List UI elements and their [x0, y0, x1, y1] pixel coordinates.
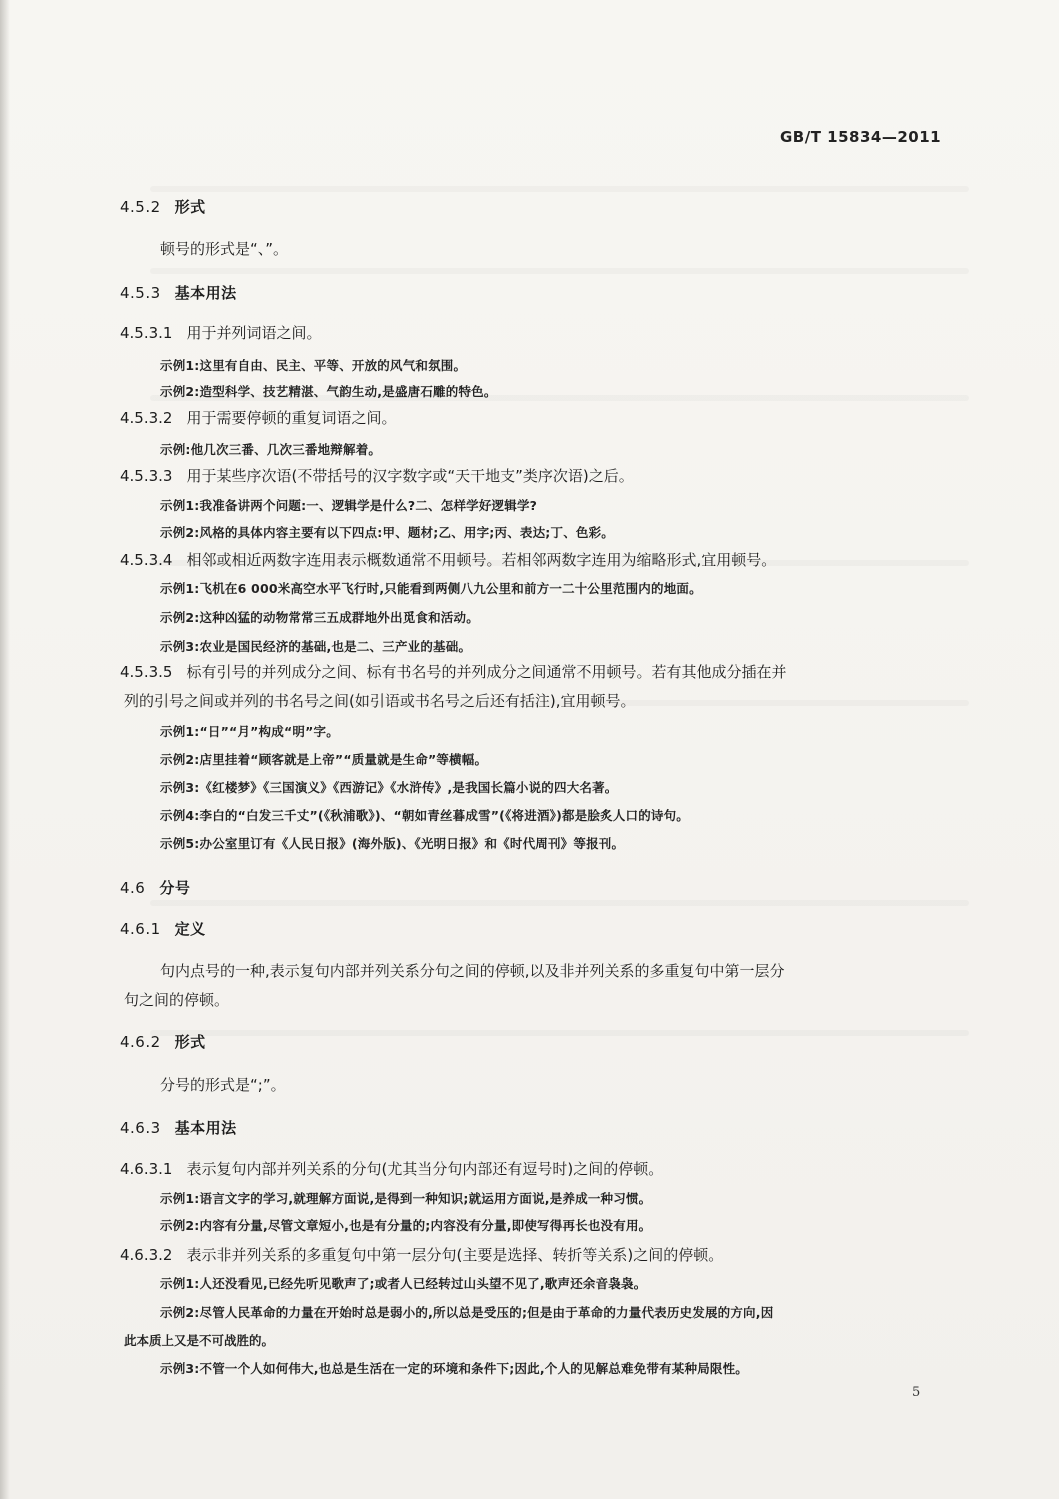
example: 示例5:办公室里订有《人民日报》(海外版)、《光明日报》和《时代周刊》等报刊。	[160, 836, 625, 851]
example-continuation: 此本质上又是不可战胜的。	[124, 1333, 275, 1348]
clause-number: 4.5.3.4	[120, 551, 173, 569]
clause-text: 相邻或相近两数字连用表示概数通常不用顿号。若相邻两数字连用为缩略形式,宜用顿号。	[186, 551, 777, 569]
example: 示例2:造型科学、技艺精湛、气韵生动,是盛唐石雕的特色。	[160, 384, 497, 399]
example: 示例1:语言文字的学习,就理解方面说,是得到一种知识;就运用方面说,是养成一种习惯。	[160, 1191, 652, 1206]
page-edge-shadow	[0, 0, 10, 1499]
clause-text: 标有引号的并列成分之间、标有书名号的并列成分之间通常不用顿号。若有其他成分插在并	[186, 663, 787, 681]
bleed-through	[150, 268, 969, 274]
section-number: 4.6	[120, 879, 146, 897]
clause-number: 4.6.3.1	[120, 1160, 173, 1178]
example: 示例2:风格的具体内容主要有以下四点:甲、题材;乙、用字;丙、表达;丁、色彩。	[160, 525, 614, 540]
example: 示例3:农业是国民经济的基础,也是二、三产业的基础。	[160, 639, 472, 654]
section-4-6-2	[120, 1031, 206, 1052]
example: 示例4:李白的“白发三千丈”(《秋浦歌》)、“朝如青丝暮成雪”(《将进酒》)都是脍炙人口的诗句。	[160, 808, 690, 823]
clause-4-5-3-2	[120, 407, 397, 428]
clause-text: 用于某些序次语(不带括号的汉字数字或“天干地支”类序次语)之后。	[186, 467, 634, 485]
clause-text: 用于需要停顿的重复词语之间。	[186, 409, 397, 427]
clause-number: 4.5.3.2	[120, 409, 173, 427]
clause-text: 用于并列词语之间。	[186, 324, 322, 342]
clause-text: 表示复句内部并列关系的分句(尤其当分句内部还有逗号时)之间的停顿。	[186, 1160, 664, 1178]
section-4-5-2	[120, 196, 206, 217]
section-title: 定义	[174, 920, 206, 938]
section-title: 形式	[174, 1033, 206, 1051]
body-text: 顿号的形式是“、”。	[160, 240, 289, 258]
example: 示例:他几次三番、几次三番地辩解着。	[160, 442, 382, 457]
clause-4-5-3-5	[120, 661, 787, 682]
clause-4-6-3-2	[120, 1244, 723, 1265]
clause-number: 4.5.3.5	[120, 663, 173, 681]
example: 示例2:店里挂着“顾客就是上帝”“质量就是生命”等横幅。	[160, 752, 488, 767]
section-title: 分号	[159, 879, 191, 897]
clause-number: 4.5.3.3	[120, 467, 173, 485]
clause-text: 表示非并列关系的多重复句中第一层分句(主要是选择、转折等关系)之间的停顿。	[186, 1246, 724, 1264]
clause-4-6-3-1	[120, 1158, 663, 1179]
example: 示例3:《红楼梦》《三国演义》《西游记》《水浒传》,是我国长篇小说的四大名著。	[160, 780, 618, 795]
section-title: 基本用法	[174, 1119, 237, 1137]
clause-number: 4.5.3.1	[120, 324, 173, 342]
section-number: 4.6.1	[120, 920, 161, 938]
section-4-6-1	[120, 918, 206, 939]
body-text-continuation: 句之间的停顿。	[124, 991, 230, 1009]
section-4-6-3	[120, 1117, 237, 1138]
example: 示例1:人还没看见,已经先听见歌声了;或者人已经转过山头望不见了,歌声还余音袅袅。	[160, 1276, 647, 1291]
bleed-through	[150, 186, 969, 192]
example: 示例3:不管一个人如何伟大,也总是生活在一定的环境和条件下;因此,个人的见解总难免带有某种局限性。	[160, 1361, 748, 1376]
section-number: 4.5.2	[120, 198, 161, 216]
clause-continuation: 列的引号之间或并列的书名号之间(如引语或书名号之后还有括注),宜用顿号。	[124, 692, 636, 710]
bleed-through	[150, 900, 969, 906]
example: 示例1:飞机在6 000米高空水平飞行时,只能看到两侧八九公里和前方一二十公里范围内的地面。	[160, 581, 702, 596]
body-text: 分号的形式是“;”。	[160, 1076, 286, 1094]
section-number: 4.6.2	[120, 1033, 161, 1051]
bleed-through	[150, 1030, 969, 1036]
clause-4-5-3-3	[120, 465, 634, 486]
section-4-6	[120, 877, 190, 898]
section-number: 4.5.3	[120, 284, 161, 302]
section-title: 基本用法	[174, 284, 237, 302]
example: 示例2:内容有分量,尽管文章短小,也是有分量的;内容没有分量,即使写得再长也没有用。	[160, 1218, 652, 1233]
section-4-5-3	[120, 282, 237, 303]
section-title: 形式	[174, 198, 206, 216]
standard-number: GB/T 15834—2011	[780, 128, 942, 146]
clause-4-5-3-4	[120, 549, 776, 570]
page-number: 5	[912, 1385, 921, 1400]
example: 示例1:“日”“月”构成“明”字。	[160, 724, 339, 739]
example: 示例2:这种凶猛的动物常常三五成群地外出觅食和活动。	[160, 610, 479, 625]
clause-4-5-3-1	[120, 322, 322, 343]
section-number: 4.6.3	[120, 1119, 161, 1137]
example: 示例1:这里有自由、民主、平等、开放的风气和氛围。	[160, 358, 467, 373]
example: 示例2:尽管人民革命的力量在开始时总是弱小的,所以总是受压的;但是由于革命的力量代表历史发展的方向,因	[160, 1305, 774, 1320]
clause-number: 4.6.3.2	[120, 1246, 173, 1264]
example: 示例1:我准备讲两个问题:一、逻辑学是什么?二、怎样学好逻辑学?	[160, 498, 538, 513]
body-text: 句内点号的一种,表示复句内部并列关系分句之间的停顿,以及非并列关系的多重复句中第一层分	[160, 962, 785, 980]
